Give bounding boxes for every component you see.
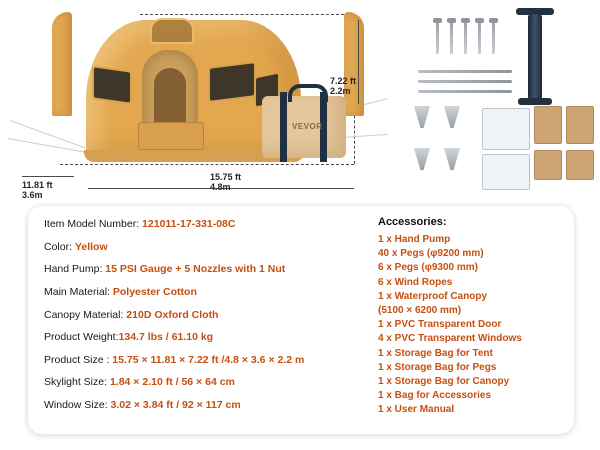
spec-value: Polyester Cotton xyxy=(112,285,197,298)
accessory-item: 6 x Pegs (φ9300 mm) xyxy=(378,262,478,274)
peg-icon xyxy=(464,20,467,54)
accessory-item: 1 x Hand Pump xyxy=(378,234,451,245)
accessory-item: 1 x Bag for Accessories xyxy=(378,390,492,402)
spec-value: 15.75 × 11.81 × 7.22 ft /4.8 × 3.6 × 2.2 m xyxy=(112,353,305,366)
peg-head-icon xyxy=(489,18,498,23)
accessory-item: 1 x Waterproof Canopy xyxy=(378,290,488,302)
width-dimension-metric: 4.8m xyxy=(210,182,231,192)
spec-row xyxy=(44,309,366,322)
accessory-item: 1 x Storage Bag for Canopy xyxy=(378,375,510,387)
storage-bag-graphic xyxy=(262,96,346,158)
product-info-card xyxy=(28,206,574,434)
depth-dimension-imperial: 11.81 ft xyxy=(22,180,53,190)
bag-strap xyxy=(280,92,287,162)
spec-label: Product Size : xyxy=(44,353,113,366)
tent-lower-panel xyxy=(138,122,204,150)
depth-dimension-label xyxy=(22,180,53,200)
spec-label: Skylight Size: xyxy=(44,376,110,389)
spec-row xyxy=(44,354,366,367)
accessory-item: (5100 × 6200 mm) xyxy=(378,304,462,316)
height-dimension-imperial: 7.22 ft xyxy=(330,76,357,86)
ground-stake-icon xyxy=(414,106,430,128)
spec-row xyxy=(44,331,366,344)
spec-row xyxy=(44,263,366,276)
spec-label: Item Model Number: xyxy=(44,218,143,230)
accessory-item: 40 x Pegs (φ9200 mm) xyxy=(378,248,484,260)
depth-dimension-line xyxy=(22,176,74,177)
carton-box-icon xyxy=(566,150,594,180)
tent-door-flap-right xyxy=(344,12,364,116)
skylight-window xyxy=(150,18,194,44)
spec-row xyxy=(44,376,366,389)
spec-value: 134.7 lbs / 61.10 kg xyxy=(118,331,214,344)
width-dimension-label xyxy=(210,172,241,192)
accessories-title: Accessories: xyxy=(378,216,447,228)
accessory-item: 1 x Storage Bag for Tent xyxy=(378,347,493,359)
tent-door-flap-left xyxy=(52,12,72,116)
accessories-illustration xyxy=(400,8,596,204)
peg-rod-icon xyxy=(418,80,512,83)
spec-label: Main Material: xyxy=(44,285,113,298)
peg-head-icon xyxy=(433,18,442,23)
peg-icon xyxy=(478,20,481,54)
spec-value: 15 PSI Gauge + 5 Nozzles with 1 Nut xyxy=(105,263,286,276)
spec-label: Hand Pump: xyxy=(44,263,106,276)
spec-value: 1.84 × 2.10 ft / 56 × 64 cm xyxy=(109,376,235,389)
ground-stake-icon xyxy=(414,148,430,170)
transparent-bag-icon xyxy=(482,108,530,150)
brand-logo: VEVOR xyxy=(292,122,323,131)
specifications-list xyxy=(28,206,366,434)
peg-head-icon xyxy=(461,18,470,23)
accessory-item: 1 x PVC Transparent Door xyxy=(378,319,502,331)
ground-stake-icon xyxy=(444,106,460,128)
accessories-list xyxy=(366,206,574,434)
hand-pump-icon xyxy=(528,14,542,100)
peg-icon xyxy=(436,20,439,54)
peg-rod-icon xyxy=(418,70,512,73)
spec-label: Product Weight: xyxy=(44,331,119,344)
spec-row xyxy=(44,218,366,231)
spec-label: Window Size: xyxy=(44,399,111,411)
tent-window-left xyxy=(92,65,132,105)
transparent-bag-icon xyxy=(482,154,530,190)
carton-box-icon xyxy=(534,106,562,144)
depth-dimension-metric: 3.6m xyxy=(22,190,43,200)
spec-value: 210D Oxford Cloth xyxy=(126,308,219,321)
accessory-item: 4 x PVC Transparent Windows xyxy=(378,333,522,345)
spec-label: Color: xyxy=(44,240,75,253)
peg-icon xyxy=(492,20,495,54)
width-dimension-imperial: 15.75 ft xyxy=(210,172,242,182)
carton-box-icon xyxy=(566,106,594,144)
height-dimension-line xyxy=(358,20,359,104)
peg-rod-icon xyxy=(418,90,512,93)
spec-value: 121011-17-331-08C xyxy=(142,218,236,230)
height-dimension-label xyxy=(330,76,356,96)
ground-stake-icon xyxy=(444,148,460,170)
pump-foot-icon xyxy=(518,98,552,105)
accessory-item: 6 x Wind Ropes xyxy=(378,276,453,288)
peg-head-icon xyxy=(447,18,456,23)
spec-label: Canopy Material: xyxy=(44,308,127,321)
accessory-item: 1 x Storage Bag for Pegs xyxy=(378,361,497,373)
accessory-item: 1 x User Manual xyxy=(378,404,455,416)
carton-box-icon xyxy=(534,150,562,180)
peg-head-icon xyxy=(475,18,484,23)
peg-icon xyxy=(450,20,453,54)
tent-window-right xyxy=(208,61,256,103)
product-illustration xyxy=(0,0,600,208)
spec-row xyxy=(44,241,366,254)
spec-value: 3.02 × 3.84 ft / 92 × 117 cm xyxy=(110,399,241,411)
height-dimension-metric: 2.2m xyxy=(330,86,351,96)
spec-row xyxy=(44,399,366,412)
spec-value: Yellow xyxy=(74,240,108,253)
spec-row xyxy=(44,286,366,299)
